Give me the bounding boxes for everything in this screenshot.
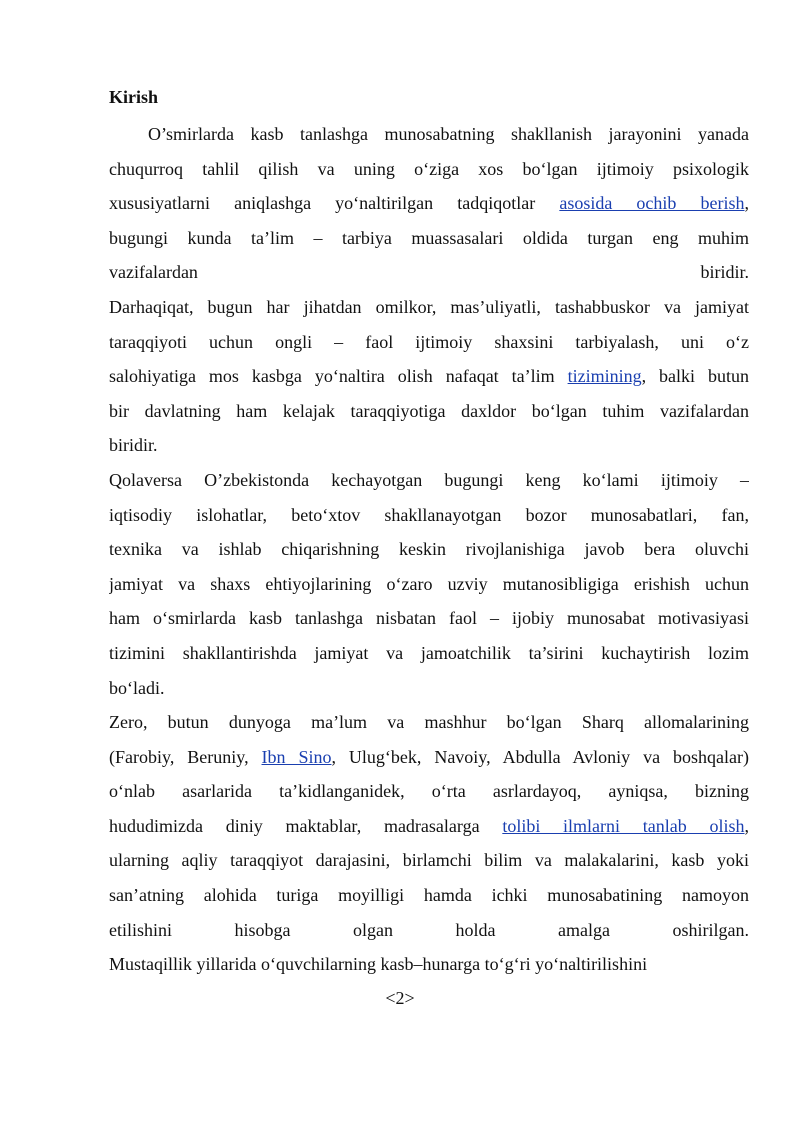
page-number: <2> xyxy=(385,988,415,1008)
paragraph-4 xyxy=(109,705,749,982)
text-line: etilishini hisobga olgan holda amalga oshirilgan. xyxy=(109,919,749,940)
paragraph-1 xyxy=(109,117,749,290)
paragraph-3 xyxy=(109,463,749,705)
link-ibn-sino[interactable]: Ibn Sino xyxy=(261,746,332,767)
text-line: bir davlatning ham kelajak taraqqiyotiga daxldor bo‘lgan tuhim vazifalardan xyxy=(109,400,749,421)
text-line: taraqqiyoti uchun ongli – faol ijtimoiy shaxsini tarbiyalash, uni o‘z xyxy=(109,331,749,352)
text-line xyxy=(109,809,749,844)
text-line: bugungi kunda ta’lim – tarbiya muassasalari oldida turgan eng muhim xyxy=(109,227,749,248)
text-line: jamiyat va shaxs ehtiyojlarining o‘zaro uzviy mutanosibligiga erishish uchun xyxy=(109,573,749,594)
text-segment: , Ulug‘bek, Navoiy, Abdulla Avloniy va boshqalar) xyxy=(331,746,749,767)
text-line xyxy=(109,255,749,290)
link-asosida-ochib-berish[interactable]: asosida ochib berish xyxy=(559,193,745,214)
text-line xyxy=(109,359,749,394)
text-segment: salohiyatiga mos kasbga yo‘naltira olish nafaqat ta’lim xyxy=(109,366,555,387)
text-line xyxy=(109,186,749,221)
text-line: o‘nlab asarlarida ta’kidlanganidek, o‘rta asrlardayoq, ayniqsa, bizning xyxy=(109,781,749,802)
text-segment: hududimizda diniy maktablar, madrasalarga xyxy=(109,815,480,836)
text-segment: , xyxy=(744,815,749,836)
text-line: Qolaversa O’zbekistonda kechayotgan bugungi keng ko‘lami ijtimoiy – xyxy=(109,469,749,490)
text-line: san’atning alohida turiga moyilligi hamda ichki munosabatining namoyon xyxy=(109,885,749,906)
text-line: texnika va ishlab chiqarishning keskin rivojlanishiga javob bera oluvchi xyxy=(109,539,749,560)
text-segment: xususiyatlarni aniqlashga yo‘naltirilgan tadqiqotlar xyxy=(109,193,536,214)
text-segment: vazifalardan xyxy=(109,262,198,283)
text-line: Mustaqillik yillarida o‘quvchilarning kasb–hunarga to‘g‘ri yo‘naltirilishini xyxy=(109,954,648,975)
text-line: Zero, butun dunyoga ma’lum va mashhur bo‘lgan Sharq allomalarining xyxy=(109,712,749,733)
link-tizimining[interactable]: tizimining xyxy=(567,366,642,387)
text-line: iqtisodiy islohatlar, beto‘xtov shakllanayotgan bozor munosabatlari, fan, xyxy=(109,504,749,525)
text-segment: biridir. xyxy=(700,262,749,283)
text-line: O’smirlarda kasb tanlashga munosabatning shakllanish jarayonini yanada xyxy=(148,124,749,144)
text-segment: (Farobiy, Beruniy, xyxy=(109,746,249,767)
text-line: biridir. xyxy=(109,435,158,456)
text-line xyxy=(109,740,749,775)
document-page xyxy=(109,83,749,982)
text-line: Darhaqiqat, bugun har jihatdan omilkor, mas’uliyatli, tashabbuskor va jamiyat xyxy=(109,296,749,317)
link-tolibi-ilmlarni-tanlab-olish[interactable]: tolibi ilmlarni tanlab olish xyxy=(502,815,745,836)
text-line: chuqurroq tahlil qilish va uning o‘ziga xos bo‘lgan ijtimoiy psixologik xyxy=(109,158,749,179)
text-line: bo‘ladi. xyxy=(109,677,165,698)
text-segment: , balki butun xyxy=(641,366,749,387)
text-line: ularning aqliy taraqqiyot darajasini, birlamchi bilim va malakalarini, kasb yoki xyxy=(109,850,749,871)
text-line: tizimini shakllantirishda jamiyat va jamoatchilik ta’sirini kuchaytirish lozim xyxy=(109,642,749,663)
text-line: ham o‘smirlarda kasb tanlashga nisbatan faol – ijobiy munosabat motivasiyasi xyxy=(109,608,749,629)
section-heading: Kirish xyxy=(109,87,159,107)
paragraph-2 xyxy=(109,290,749,463)
text-segment: , xyxy=(744,193,749,214)
